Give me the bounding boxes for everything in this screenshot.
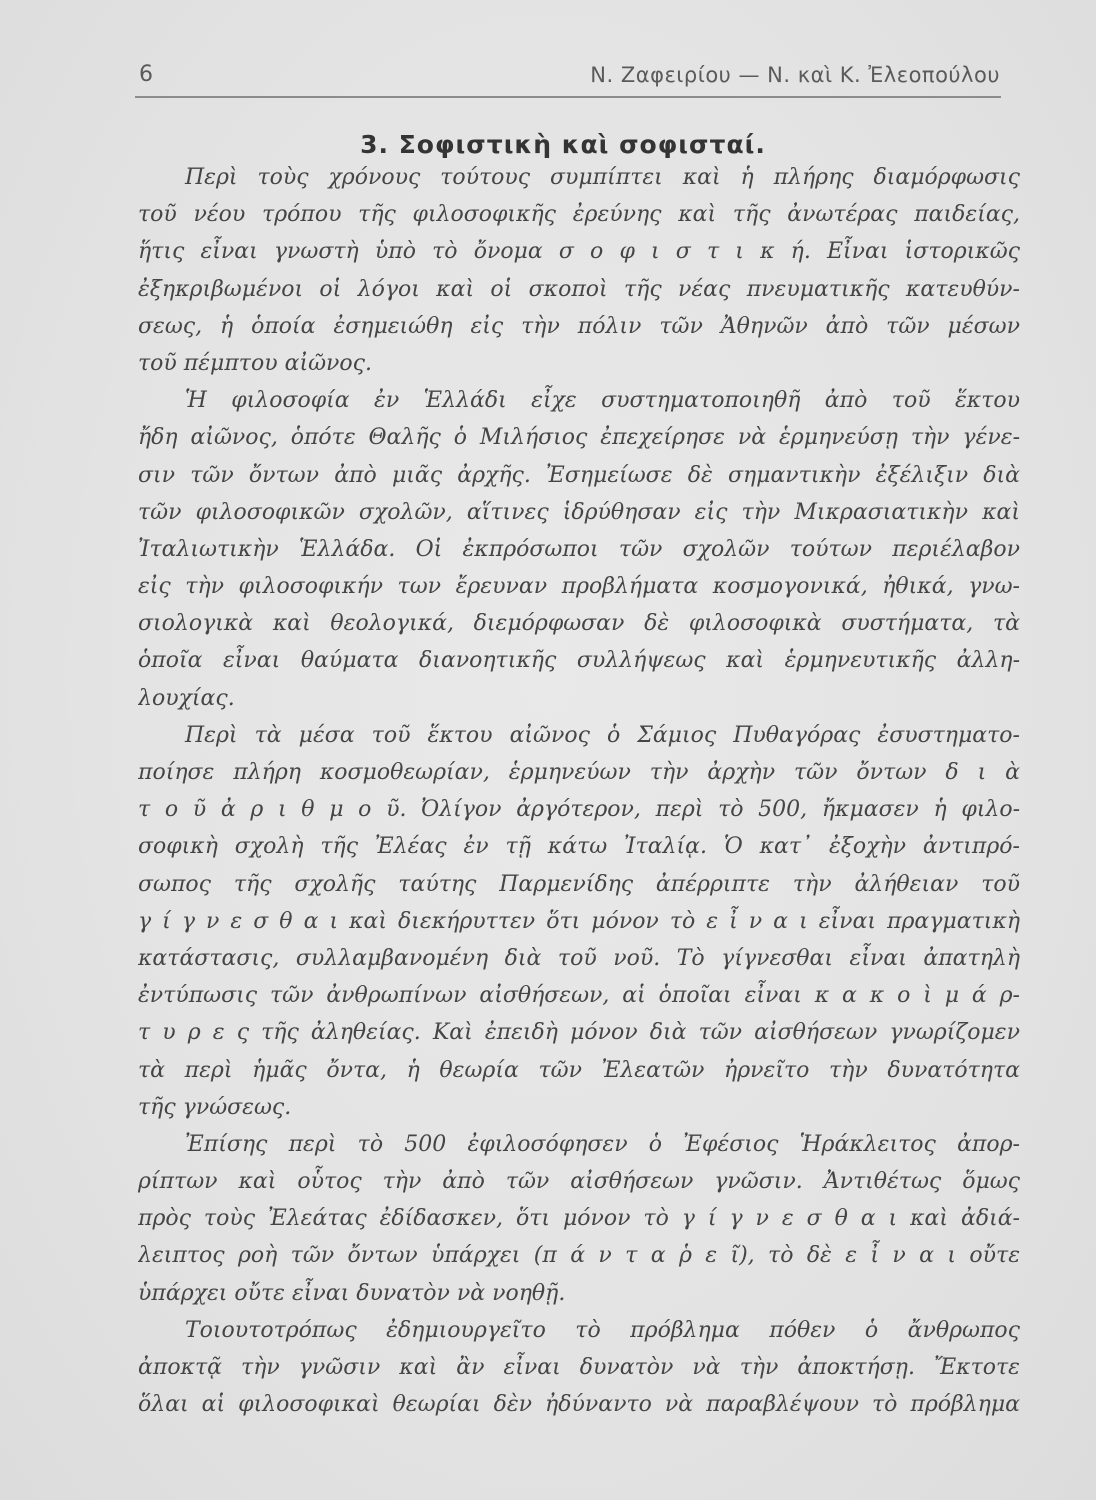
text-line: γ ί γ ν ε σ θ α ι καὶ διεκήρυττεν ὅτι μόνον τὸ ε ἶ ν α ι εἶναι πραγματικὴ bbox=[138, 908, 1020, 934]
text-line: Τοιουτοτρόπως ἐδημιουργεῖτο τὸ πρόβλημα πόθεν ὁ ἄνθρωπος bbox=[185, 1317, 1020, 1343]
text-line: ὑπάρχει οὔτε εἶναι δυνατὸν νὰ νοηθῇ. bbox=[138, 1280, 566, 1306]
text-line: ἐξηκριβωμένοι οἱ λόγοι καὶ οἱ σκοποὶ τῆς νέας πνευματικῆς κατευθύν- bbox=[138, 276, 1020, 302]
text-line: τ υ ρ ε ς τῆς ἀληθείας. Καὶ ἐπειδὴ μόνον διὰ τῶν αἰσθήσεων γνωρίζομεν bbox=[138, 1020, 1020, 1046]
text-line: σιολογικὰ καὶ θεολογικά, διεμόρφωσαν δὲ φιλοσοφικὰ συστήματα, τὰ bbox=[138, 611, 1020, 637]
text-line: ὁποῖα εἶναι θαύματα διανοητικῆς συλλήψεως καὶ ἑρμηνευτικῆς ἀλλη- bbox=[138, 648, 1020, 674]
text-line: Ἐπίσης περὶ τὸ 500 ἐφιλοσόφησεν ὁ Ἐφέσιος Ἡράκλειτος ἀπορ- bbox=[185, 1131, 1020, 1157]
text-line: τῆς γνώσεως. bbox=[138, 1094, 292, 1120]
header-rule bbox=[135, 96, 1001, 98]
paragraph-1 bbox=[138, 159, 1020, 382]
text-line: ποίησε πλήρη κοσμοθεωρίαν, ἑρμηνεύων τὴν ἀρχὴν τῶν ὄντων δ ι ὰ bbox=[138, 760, 1020, 785]
body-text bbox=[138, 159, 1020, 1423]
paragraph-3 bbox=[138, 717, 1020, 1126]
text-line: Περὶ τοὺς χρόνους τούτους συμπίπτει καὶ ἡ πλήρης διαμόρφωσις bbox=[185, 165, 1020, 190]
paragraph-4 bbox=[138, 1126, 1020, 1312]
text-line: κατάστασις, συλλαμβανομένη διὰ τοῦ νοῦ. Τὸ γίγνεσθαι εἶναι ἀπατηλὴ bbox=[138, 945, 1020, 971]
text-line: εἰς τὴν φιλοσοφικήν των ἔρευναν προβλήματα κοσμογονικά, ἠθικά, γνω- bbox=[138, 574, 1020, 600]
text-line: Ἡ φιλοσοφία ἐν Ἑλλάδι εἶχε συστηματοποιηθῆ ἀπὸ τοῦ ἕκτου bbox=[185, 388, 1020, 414]
text-line: τὰ περὶ ἡμᾶς ὄντα, ἡ θεωρία τῶν Ἐλεατῶν ἠρνεῖτο τὴν δυνατότητα bbox=[138, 1057, 1020, 1083]
text-line: λειπτος ροὴ τῶν ὄντων ὑπάρχει (π ά ν τ α ῥ ε ῖ), τὸ δὲ ε ἶ ν α ι οὔτε bbox=[138, 1243, 1020, 1269]
text-line: τοῦ πέμπτου αἰῶνος. bbox=[138, 350, 372, 376]
page-number: 6 bbox=[139, 62, 153, 87]
running-title: Ν. Ζαφειρίου — Ν. καὶ Κ. Ἐλεοπούλου bbox=[590, 63, 1000, 87]
paragraph-2 bbox=[138, 382, 1020, 717]
text-line: σωπος τῆς σχολῆς ταύτης Παρμενίδης ἀπέρριπτε τὴν ἀλήθειαν τοῦ bbox=[138, 871, 1020, 897]
text-line: ρίπτων καὶ οὗτος τὴν ἀπὸ τῶν αἰσθήσεων γνῶσιν. Ἀντιθέτως ὅμως bbox=[138, 1169, 1020, 1195]
text-line: πρὸς τοὺς Ἐλεάτας ἐδίδασκεν, ὅτι μόνον τὸ γ ί γ ν ε σ θ α ι καὶ ἀδιά- bbox=[138, 1206, 1020, 1232]
text-line: τ ο ῦ ἀ ρ ι θ μ ο ῦ. Ὀλίγον ἀργότερον, περὶ τὸ 500, ἤκμασεν ἡ φιλο- bbox=[138, 797, 1020, 823]
text-line: λουχίας. bbox=[138, 685, 235, 711]
text-line: ἤδη αἰῶνος, ὁπότε Θαλῆς ὁ Μιλήσιος ἐπεχείρησε νὰ ἑρμηνεύσῃ τὴν γένε- bbox=[138, 425, 1020, 451]
text-line: Περὶ τὰ μέσα τοῦ ἕκτου αἰῶνος ὁ Σάμιος Πυθαγόρας ἐσυστηματο- bbox=[185, 722, 1020, 748]
text-line: σιν τῶν ὄντων ἀπὸ μιᾶς ἀρχῆς. Ἐσημείωσε δὲ σημαντικὴν ἐξέλιξιν διὰ bbox=[138, 462, 1020, 488]
paragraph-5 bbox=[138, 1312, 1020, 1424]
text-line: σεως, ἡ ὁποία ἐσημειώθη εἰς τὴν πόλιν τῶν Ἀθηνῶν ἀπὸ τῶν μέσων bbox=[138, 313, 1020, 339]
section-title: 3. Σοφιστικὴ καὶ σοφισταί. bbox=[360, 130, 766, 159]
text-line: Ἰταλιωτικὴν Ἑλλάδα. Οἱ ἐκπρόσωποι τῶν σχολῶν τούτων περιέλαβον bbox=[138, 536, 1020, 562]
text-line: ἥτις εἶναι γνωστὴ ὑπὸ τὸ ὄνομα σ ο φ ι σ τ ι κ ή. Εἶναι ἱστορικῶς bbox=[138, 239, 1020, 265]
text-line: ὅλαι αἱ φιλοσοφικαὶ θεωρίαι δὲν ἠδύναντο νὰ παραβλέψουν τὸ πρόβλημα bbox=[138, 1392, 1020, 1418]
text-line: ἐντύπωσις τῶν ἀνθρωπίνων αἰσθήσεων, αἱ ὁποῖαι εἶναι κ α κ ο ὶ μ ά ρ- bbox=[138, 983, 1020, 1009]
text-line: σοφικὴ σχολὴ τῆς Ἐλέας ἐν τῇ κάτω Ἰταλίᾳ. Ὁ κατ᾽ ἐξοχὴν ἀντιπρό- bbox=[138, 834, 1020, 860]
text-line: ἀποκτᾷ τὴν γνῶσιν καὶ ἂν εἶναι δυνατὸν νὰ τὴν ἀποκτήσῃ. Ἔκτοτε bbox=[138, 1355, 1020, 1380]
text-line: τῶν φιλοσοφικῶν σχολῶν, αἵτινες ἱδρύθησαν εἰς τὴν Μικρασιατικὴν καὶ bbox=[138, 499, 1020, 525]
text-line: τοῦ νέου τρόπου τῆς φιλοσοφικῆς ἐρεύνης καὶ τῆς ἀνωτέρας παιδείας, bbox=[138, 202, 1020, 228]
